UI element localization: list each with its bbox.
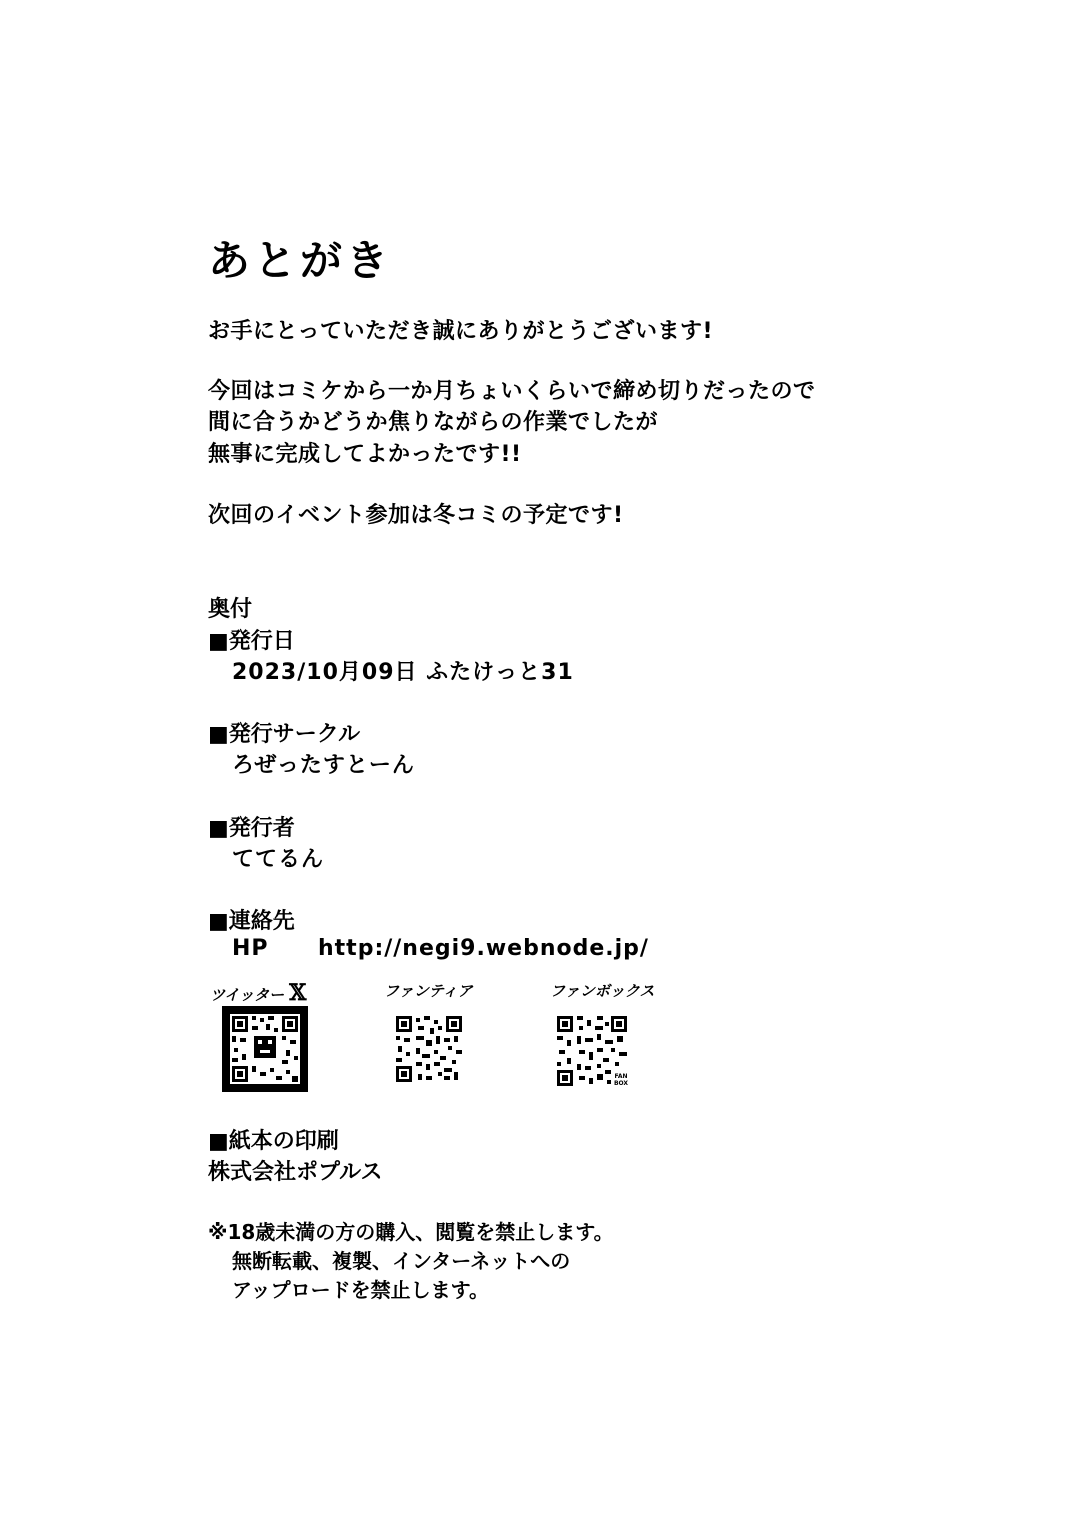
reprint-notice: 無断転載、複製、インターネットへの [232,1249,571,1273]
publisher-label: ■発行者 [208,816,295,841]
publisher-value: ててるん [232,847,325,872]
circle-value: ろぜったすとーん [232,753,415,778]
fanbox-badge-fan: FAN [614,1073,628,1080]
print-label: ■紙本の印刷 [208,1129,339,1154]
afterword-line: 間に合うかどうか焦りながらの作業でしたが [208,410,659,435]
fanbox-qr-code-icon[interactable] [557,1016,633,1086]
issue-date-value: 2023/10月09日 ふたけっと31 [232,660,574,685]
afterword-title: あとがき [208,236,393,285]
upload-notice: アップロードを禁止します。 [232,1278,489,1302]
fanbox-badge-box: BOX [613,1080,629,1086]
fantia-qr-label: ファンティア [384,982,473,1000]
x-logo-icon: 𝕏 [289,980,307,1006]
twitter-qr-label: ツイッター 𝕏 [210,980,307,1006]
afterword-line: 次回のイベント参加は冬コミの予定です! [208,503,624,528]
circle-label: ■発行サークル [208,722,361,747]
print-value: 株式会社ポプルス [208,1160,383,1185]
hp-url-link[interactable]: http://negi9.webnode.jp/ [318,936,649,961]
colophon-heading: 奥付 [208,597,253,622]
issue-date-label: ■発行日 [208,629,295,654]
twitter-qr-code-icon[interactable] [222,1006,308,1092]
age-notice: ※18歳未満の方の購入、閲覧を禁止します。 [208,1220,614,1244]
afterword-line: 今回はコミケから一か月ちょいくらいで締め切りだったので [208,379,816,404]
afterword-line: お手にとっていただき誠にありがとうございます! [208,319,714,344]
contact-label: ■連絡先 [208,909,295,934]
afterword-line: 無事に完成してよかったです!! [208,442,522,467]
fantia-qr-code-icon[interactable] [396,1016,462,1082]
hp-label: HP [232,936,269,961]
fanbox-qr-label: ファンボックス [550,982,655,1000]
